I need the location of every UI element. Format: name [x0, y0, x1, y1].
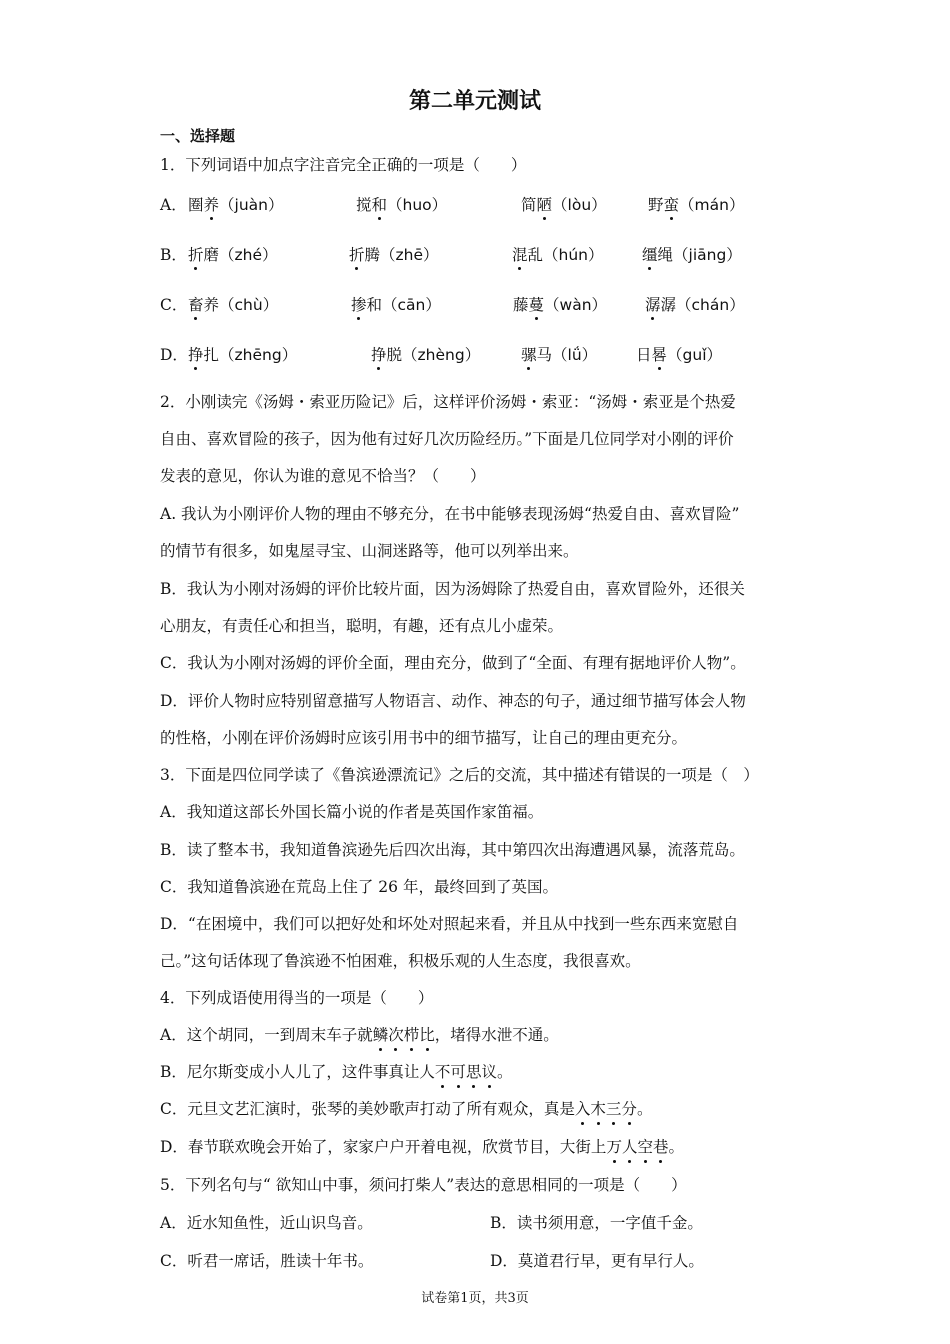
q1-word-item — [188, 343, 297, 365]
q1-word-item — [648, 193, 744, 215]
option-text: A．这个胡同，一到周末车子就 — [160, 1026, 373, 1044]
word-char: 野 — [648, 196, 664, 214]
q1-word-item — [521, 193, 607, 215]
dotted-char: 蛮 — [664, 193, 680, 215]
dotted-char: 三 — [605, 1100, 622, 1118]
pinyin: （lǘ） — [552, 346, 598, 364]
q5-option-a: A．近水知鱼性，近山识鸟音。 — [160, 1214, 373, 1232]
q1-option-label: C． — [160, 296, 188, 314]
pinyin: （lòu） — [552, 196, 607, 214]
dotted-char: 混 — [512, 243, 528, 265]
q1-stem: 1．下列词语中加点字注音完全正确的一项是（ ） — [160, 156, 527, 174]
q5-option-c: C．听君一席话，胜读十年书。 — [160, 1252, 374, 1270]
word-char: 圈 — [188, 196, 204, 214]
word-char: 日 — [636, 346, 652, 364]
q2-line: D．评价人物时应特别留意描写人物语言、动作、神态的句子，通过细节描写体会人物 — [160, 692, 746, 710]
dotted-char: 可 — [450, 1063, 466, 1081]
q5-option-b: B．读书须用意，一字值千金。 — [490, 1214, 703, 1232]
q2-line: A. 我认为小刚评价人物的理由不够充分，在书中能够表现汤姆“热爱自由、喜欢冒险” — [160, 505, 740, 523]
dotted-char: 养 — [204, 193, 220, 215]
dotted-char: 比 — [419, 1026, 435, 1044]
word-char: 潺 — [660, 296, 677, 314]
pinyin: （mán） — [679, 196, 745, 214]
dotted-idiom — [435, 1063, 497, 1081]
word-char: 磨 — [203, 246, 220, 264]
pinyin: （cān） — [382, 296, 441, 314]
dotted-char: 掺 — [351, 293, 367, 315]
q1-option-label: A． — [160, 196, 187, 214]
pinyin: （huo） — [387, 196, 448, 214]
q1-word-item — [645, 293, 745, 315]
q2-line: C．我认为小刚对汤姆的评价全面，理由充分，做到了“全面、有理有据地评价人物”。 — [160, 654, 746, 672]
pinyin: （wàn） — [544, 296, 608, 314]
word-char: 简 — [521, 196, 537, 214]
q4-option — [160, 1024, 800, 1046]
word-char: 藤 — [513, 296, 529, 314]
q1-word-item — [356, 193, 447, 215]
dotted-char: 人 — [621, 1138, 638, 1156]
pinyin: （jiāng） — [673, 246, 742, 264]
q4-option — [160, 1136, 800, 1158]
word-char: 乱 — [527, 246, 544, 264]
dotted-char: 蔓 — [529, 293, 545, 315]
dotted-idiom — [373, 1026, 435, 1044]
dotted-char: 挣 — [371, 343, 387, 365]
q1-word-item — [188, 293, 278, 315]
dotted-char: 折 — [349, 243, 365, 265]
q1-word-item — [351, 293, 441, 315]
q2-line: 自由、喜欢冒险的孩子，因为他有过好几次历险经历。”下面是几位同学对小刚的评价 — [160, 430, 734, 448]
option-text: D．春节联欢晚会开始了，家家户户开着电视，欣赏节目，大街上 — [160, 1138, 607, 1156]
dotted-char: 晷 — [652, 343, 668, 365]
pinyin: （chù） — [219, 296, 279, 314]
q1-option-label: D． — [160, 346, 188, 364]
dotted-char: 和 — [372, 193, 388, 215]
q2-line: 2．小刚读完《汤姆・索亚历险记》后，这样评价汤姆・索亚：“汤姆・索亚是个热爱 — [160, 393, 736, 411]
word-char: 腾 — [364, 246, 381, 264]
pinyin: （zhèng） — [402, 346, 481, 364]
pinyin: （guǐ） — [667, 346, 723, 364]
option-text: 。 — [496, 1063, 513, 1081]
option-text: B．尼尔斯变成小人儿了，这件事真让人 — [160, 1063, 435, 1081]
q3-line: 3．下面是四位同学读了《鲁滨逊漂流记》之后的交流，其中描述有错误的一项是（ ） — [160, 766, 759, 784]
dotted-char: 分 — [621, 1100, 637, 1118]
q5-option-d: D．莫道君行早，更有早行人。 — [490, 1252, 704, 1270]
q2-line: 心朋友，有责任心和担当，聪明，有趣，还有点儿小虚荣。 — [160, 617, 564, 635]
dotted-char: 思 — [465, 1063, 482, 1081]
q4-option — [160, 1098, 800, 1120]
q5-stem: 5．下列名句与“ 欲知山中事，须问打柴人”表达的意思相同的一项是（ ） — [160, 1176, 687, 1194]
page-footer: 试卷第1页，共3页 — [421, 1291, 529, 1306]
dotted-char: 折 — [188, 243, 204, 265]
option-text: ，堵得水泄不通。 — [434, 1026, 559, 1044]
pinyin: （zhé） — [219, 246, 278, 264]
dotted-char: 万 — [606, 1138, 622, 1156]
q2-line: B．我认为小刚对汤姆的评价比较片面，因为汤姆除了热爱自由，喜欢冒险外，还很关 — [160, 580, 745, 598]
dotted-char: 入 — [574, 1100, 591, 1118]
q1-word-item — [188, 243, 278, 265]
q2-line: 的情节有很多，如鬼屋寻宝、山洞迷路等，他可以列举出来。 — [160, 542, 579, 560]
pinyin: （chán） — [676, 296, 745, 314]
word-char: 脱 — [386, 346, 403, 364]
dotted-char: 陋 — [537, 193, 553, 215]
dotted-char: 缰 — [642, 243, 658, 265]
q3-line: 己。”这句话体现了鲁滨逊不怕困难，积极乐观的人生态度，我很喜欢。 — [160, 952, 641, 970]
word-char: 马 — [536, 346, 553, 364]
option-text: 。 — [668, 1138, 685, 1156]
dotted-char: 潺 — [645, 293, 661, 315]
dotted-char: 骡 — [521, 343, 537, 365]
word-char: 扎 — [203, 346, 220, 364]
q4-option — [160, 1061, 800, 1083]
dotted-char: 议 — [481, 1063, 497, 1081]
option-text: 。 — [636, 1100, 653, 1118]
q1-word-item — [636, 343, 722, 365]
dotted-char: 鳞 — [372, 1026, 389, 1044]
q1-word-item — [512, 243, 604, 265]
q3-line: C．我知道鲁滨逊在荒岛上住了 26 年，最终回到了英国。 — [160, 878, 558, 896]
dotted-idiom — [575, 1100, 637, 1118]
dotted-char: 次 — [388, 1026, 404, 1044]
q4-stem: 4．下列成语使用得当的一项是（ ） — [160, 989, 434, 1007]
dotted-char: 巷 — [652, 1138, 669, 1156]
word-char: 养 — [203, 296, 220, 314]
dotted-char: 木 — [590, 1100, 606, 1118]
section-heading: 一、选择题 — [160, 127, 236, 145]
q2-line: 的性格，小刚在评价汤姆时应该引用书中的细节描写，让自己的理由更充分。 — [160, 729, 688, 747]
word-char: 和 — [366, 296, 383, 314]
q1-word-item — [349, 243, 439, 265]
dotted-char: 栉 — [403, 1026, 420, 1044]
q1-word-item — [188, 193, 283, 215]
pinyin: （hún） — [543, 246, 604, 264]
pinyin: （zhē） — [380, 246, 439, 264]
q1-option-label: B． — [160, 246, 187, 264]
dotted-char: 挣 — [188, 343, 204, 365]
word-char: 绳 — [657, 246, 674, 264]
dotted-char: 空 — [637, 1138, 653, 1156]
dotted-char: 不 — [434, 1063, 451, 1081]
word-char: 搅 — [356, 196, 372, 214]
page-title: 第二单元测试 — [408, 89, 541, 114]
option-text: C．元旦文艺汇演时，张琴的美妙歌声打动了所有观众，真是 — [160, 1100, 575, 1118]
q1-word-item — [513, 293, 607, 315]
q1-word-item — [371, 343, 480, 365]
q1-word-item — [521, 343, 597, 365]
pinyin: （juàn） — [219, 196, 284, 214]
q3-line: B．读了整本书，我知道鲁滨逊先后四次出海，其中第四次出海遭遇风暴，流落荒岛。 — [160, 841, 745, 859]
q1-word-item — [642, 243, 742, 265]
dotted-idiom — [606, 1138, 668, 1156]
q3-line: D．“在困境中，我们可以把好处和坏处对照起来看，并且从中找到一些东西来宽慰自 — [160, 915, 739, 933]
q3-line: A．我知道这部长外国长篇小说的作者是英国作家笛福。 — [160, 803, 544, 821]
dotted-char: 畜 — [188, 293, 204, 315]
q2-line: 发表的意见，你认为谁的意见不恰当？（ ） — [160, 467, 486, 485]
pinyin: （zhēng） — [219, 346, 298, 364]
